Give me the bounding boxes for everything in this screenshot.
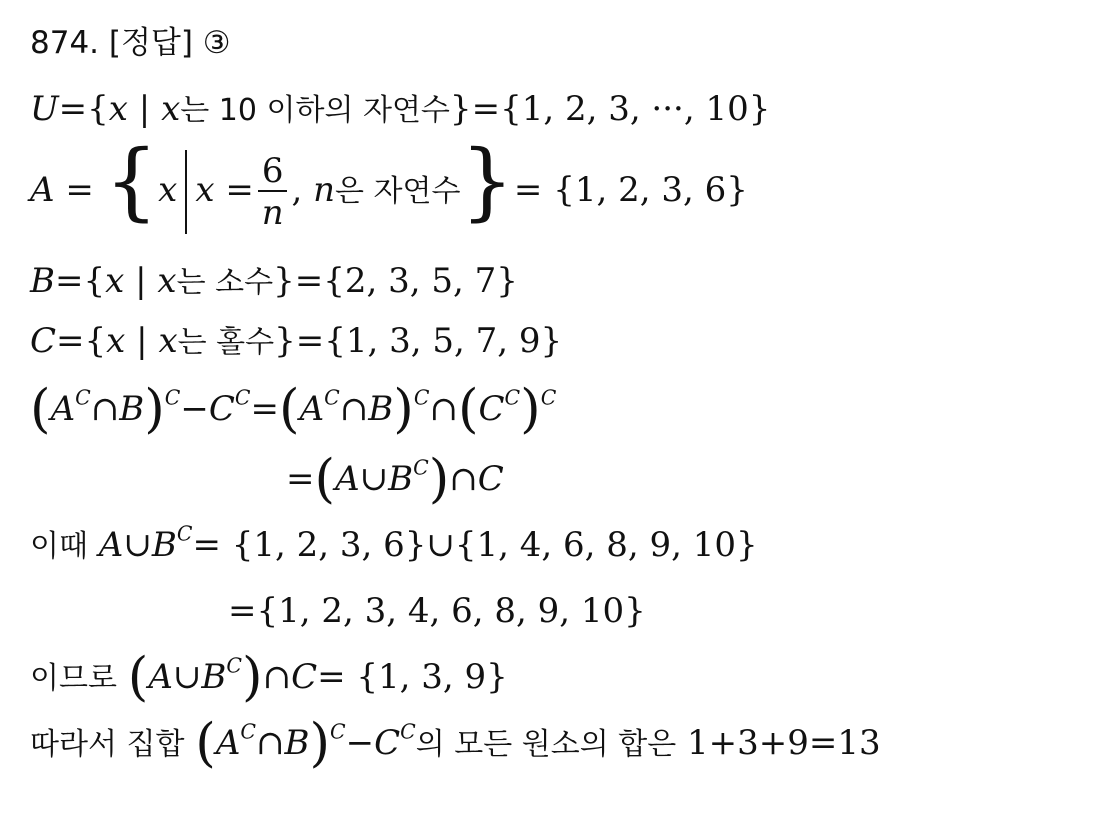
- condition-text: 는 소수: [176, 265, 274, 300]
- complement-sup: C: [226, 653, 242, 678]
- complement-sup: C: [240, 719, 256, 744]
- u-definition: [30, 89, 771, 129]
- var-x: x: [161, 89, 181, 129]
- brace-close: }: [274, 321, 296, 361]
- condition-text: 은 자연수: [335, 174, 461, 209]
- then-line: [30, 521, 758, 565]
- set-b-symbol: B: [201, 657, 227, 697]
- set-c-symbol: C: [374, 723, 401, 763]
- c-definition: [30, 321, 563, 361]
- such-that-bar: |: [138, 89, 151, 129]
- paren-close: ): [309, 712, 331, 774]
- var-x: x: [106, 321, 126, 361]
- set-b-elements: {2, 3, 5, 7}: [323, 261, 518, 301]
- set-a-symbol: A: [215, 723, 241, 763]
- intersection-symbol: ∩: [262, 657, 292, 697]
- so-line: [30, 646, 508, 708]
- var-x: x: [158, 170, 178, 210]
- complement-sup: C: [504, 385, 521, 410]
- set-b-symbol: B: [388, 459, 414, 499]
- union-symbol: ∪: [359, 459, 389, 499]
- brace-close: }: [273, 261, 295, 301]
- complement-sup: C: [324, 385, 340, 410]
- paren-close: ): [144, 378, 165, 440]
- set-c-symbol: C: [291, 657, 318, 697]
- equals: =: [513, 170, 543, 210]
- var-x: x: [157, 261, 177, 301]
- brace-open-large: {: [104, 131, 159, 230]
- denominator: n: [261, 193, 284, 233]
- paren-open: (: [195, 712, 216, 774]
- paren-open: (: [457, 378, 479, 440]
- equals: =: [55, 261, 84, 301]
- set-a-elements: {1, 2, 3, 6}: [553, 170, 748, 210]
- paren-open: (: [127, 646, 149, 708]
- final-sum: 1+3+9=13: [687, 723, 881, 763]
- equals: =: [56, 321, 85, 361]
- minus-symbol: −: [180, 389, 209, 429]
- equals: =: [192, 525, 221, 565]
- equals: =: [58, 89, 88, 129]
- paren-open: (: [279, 378, 300, 440]
- final-prefix: 따라서 집합: [30, 727, 185, 762]
- then-prefix: 이때: [30, 529, 88, 564]
- set-b-symbol: B: [30, 261, 55, 301]
- set-b-symbol: B: [368, 389, 394, 429]
- brace-close-large: }: [460, 131, 514, 230]
- union-symbol: ∪: [123, 525, 152, 565]
- complement-sup: C: [176, 521, 193, 546]
- brace-open: {: [87, 89, 109, 129]
- such-that-bar: |: [136, 321, 148, 361]
- intersection-symbol: ∩: [255, 723, 285, 763]
- equals: =: [317, 657, 346, 697]
- var-x: x: [105, 261, 125, 301]
- complement-sup: C: [164, 385, 181, 410]
- equals: =: [228, 591, 257, 631]
- brace-open: {: [84, 321, 107, 361]
- such-that-bar: |: [135, 261, 147, 301]
- complement-sup: C: [75, 385, 91, 410]
- equals: =: [471, 89, 501, 129]
- set-a-symbol: A: [30, 170, 55, 210]
- comma: ,: [291, 170, 303, 210]
- set-a-symbol: A: [299, 389, 325, 429]
- problem-header: 874. [정답] ③: [30, 25, 231, 61]
- set-a-symbol: A: [335, 459, 360, 499]
- brace-close: }: [449, 89, 472, 129]
- var-x: x: [108, 89, 128, 129]
- a-definition: [30, 131, 748, 234]
- var-x: x: [158, 321, 178, 361]
- union-symbol: ∪: [172, 657, 202, 697]
- paren-close: ): [393, 378, 414, 440]
- union-symbol: ∪: [426, 525, 455, 565]
- set-a-symbol: A: [50, 389, 76, 429]
- set-c-symbol: C: [477, 459, 504, 499]
- final-line: [30, 712, 881, 774]
- set-c-symbol: C: [30, 321, 57, 361]
- equals: =: [295, 321, 325, 361]
- intersection-symbol: ∩: [90, 389, 120, 429]
- equals: =: [225, 170, 254, 210]
- set-a-symbol: A: [98, 525, 124, 565]
- set-c-symbol: C: [478, 389, 505, 429]
- complement-sup: C: [413, 385, 430, 410]
- set-b-symbol: B: [151, 525, 177, 565]
- complement-sup: C: [234, 385, 251, 410]
- paren-open: (: [30, 378, 51, 440]
- so-prefix: 이므로: [30, 661, 117, 696]
- such-that-bar: [185, 150, 187, 234]
- then-line-2: [228, 591, 646, 631]
- set-a-elements: {1, 2, 3, 6}: [231, 525, 427, 565]
- set-c-symbol: C: [208, 389, 235, 429]
- set-b-symbol: B: [119, 389, 145, 429]
- set-a-symbol: A: [148, 657, 173, 697]
- condition-text: 는 10 이하의 자연수: [180, 93, 450, 128]
- minus-symbol: −: [345, 723, 375, 763]
- set-u-elements: {1, 2, 3, ···, 10}: [500, 89, 771, 129]
- complement-sup: C: [540, 385, 557, 410]
- intersection-symbol: ∩: [429, 389, 458, 429]
- equals: =: [286, 459, 315, 499]
- brace-open: {: [83, 261, 106, 301]
- condition-text: 는 홀수: [177, 325, 275, 360]
- complement-sup: C: [330, 719, 346, 744]
- expression-line-1: [30, 378, 557, 440]
- numerator: 6: [258, 154, 288, 192]
- intersection-symbol: ∩: [449, 459, 478, 499]
- var-n: n: [313, 170, 335, 210]
- set-u-symbol: U: [30, 89, 59, 129]
- complement-sup: C: [413, 455, 429, 480]
- set-c-elements: {1, 3, 5, 7, 9}: [324, 321, 563, 361]
- fraction: [258, 151, 288, 233]
- paren-close: ): [242, 646, 263, 708]
- expression-line-2: [286, 448, 504, 510]
- intersection-symbol: ∩: [339, 389, 369, 429]
- final-text: 의 모든 원소의 합은: [415, 727, 677, 762]
- set-b-complement-elements: {1, 4, 6, 8, 9, 10}: [454, 525, 758, 565]
- equals: =: [65, 170, 94, 210]
- var-x: x: [195, 170, 215, 210]
- union-result-elements: {1, 2, 3, 4, 6, 8, 9, 10}: [256, 591, 646, 631]
- b-definition: [30, 261, 518, 301]
- set-b-symbol: B: [284, 723, 310, 763]
- paren-open: (: [314, 448, 336, 510]
- paren-close: ): [520, 378, 541, 440]
- complement-sup: C: [400, 719, 416, 744]
- result-set-elements: {1, 3, 9}: [356, 657, 508, 697]
- paren-close: ): [428, 448, 450, 510]
- equals: =: [294, 261, 324, 301]
- equals: =: [250, 389, 280, 429]
